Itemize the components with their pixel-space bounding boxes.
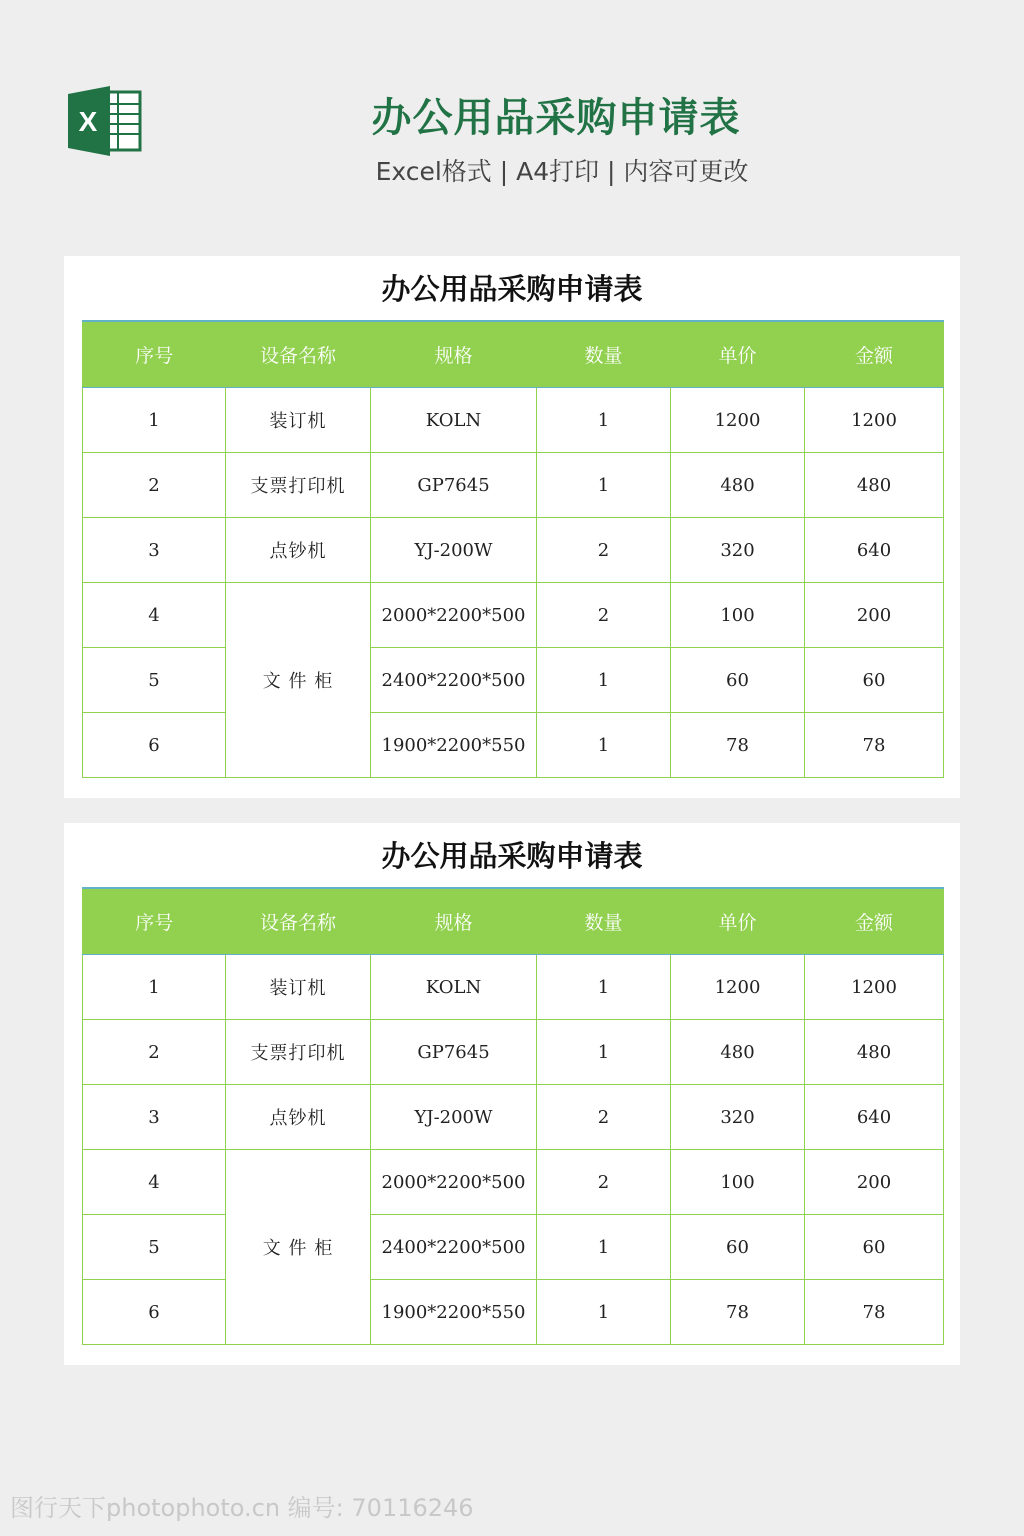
- cell-index: 3: [83, 518, 226, 583]
- col-header-qty: 数量: [537, 888, 671, 955]
- cell-price: 480: [671, 1020, 805, 1085]
- cell-qty: 1: [537, 648, 671, 713]
- cell-spec: YJ-200W: [371, 1085, 537, 1150]
- table-header-row: [83, 321, 944, 388]
- cell-amount: 1200: [805, 388, 944, 453]
- cell-amount: 200: [805, 583, 944, 648]
- cell-spec: 2400*2200*500: [371, 1215, 537, 1280]
- cell-index: 1: [83, 955, 226, 1020]
- cell-price: 320: [671, 518, 805, 583]
- cell-amount: 60: [805, 1215, 944, 1280]
- cell-price: 60: [671, 1215, 805, 1280]
- table-row: [83, 453, 944, 518]
- cell-index: 6: [83, 1280, 226, 1345]
- cell-amount: 200: [805, 1150, 944, 1215]
- cell-index: 2: [83, 453, 226, 518]
- cell-amount: 60: [805, 648, 944, 713]
- table-row: [83, 1150, 944, 1215]
- table-row: [83, 388, 944, 453]
- cell-spec: GP7645: [371, 1020, 537, 1085]
- cell-price: 60: [671, 648, 805, 713]
- table-row: [83, 713, 944, 778]
- cell-name: 装订机: [226, 388, 371, 453]
- cell-name: 装订机: [226, 955, 371, 1020]
- col-header-index: 序号: [83, 321, 226, 388]
- cell-name-merged: 文 件 柜: [226, 583, 371, 778]
- cell-amount: 640: [805, 1085, 944, 1150]
- purchase-form-card-2: [64, 823, 960, 1365]
- cell-spec: 2400*2200*500: [371, 648, 537, 713]
- cell-price: 78: [671, 1280, 805, 1345]
- cell-price: 480: [671, 453, 805, 518]
- cell-spec: KOLN: [371, 388, 537, 453]
- purchase-table: [82, 320, 944, 778]
- cell-amount: 78: [805, 1280, 944, 1345]
- cell-qty: 1: [537, 388, 671, 453]
- col-header-spec: 规格: [371, 888, 537, 955]
- cell-spec: 1900*2200*550: [371, 713, 537, 778]
- cell-amount: 1200: [805, 955, 944, 1020]
- cell-spec: 2000*2200*500: [371, 583, 537, 648]
- cell-spec: GP7645: [371, 453, 537, 518]
- col-header-amount: 金额: [805, 321, 944, 388]
- table-header-row: [83, 888, 944, 955]
- cell-name: 点钞机: [226, 518, 371, 583]
- cell-amount: 640: [805, 518, 944, 583]
- watermark-text: 图行天下photophoto.cn 编号: 70116246: [10, 1494, 474, 1522]
- cell-amount: 480: [805, 453, 944, 518]
- cell-qty: 1: [537, 1020, 671, 1085]
- cell-index: 4: [83, 1150, 226, 1215]
- table-row: [83, 518, 944, 583]
- page-title: 办公用品采购申请表: [371, 95, 741, 141]
- cell-price: 320: [671, 1085, 805, 1150]
- table-row: [83, 583, 944, 648]
- cell-price: 78: [671, 713, 805, 778]
- cell-spec: YJ-200W: [371, 518, 537, 583]
- cell-qty: 1: [537, 955, 671, 1020]
- cell-qty: 1: [537, 1280, 671, 1345]
- cell-name: 支票打印机: [226, 453, 371, 518]
- table-row: [83, 1085, 944, 1150]
- col-header-name: 设备名称: [226, 888, 371, 955]
- col-header-amount: 金额: [805, 888, 944, 955]
- form-title: 办公用品采购申请表: [381, 272, 643, 306]
- cell-name: 支票打印机: [226, 1020, 371, 1085]
- col-header-name: 设备名称: [226, 321, 371, 388]
- purchase-table: [82, 887, 944, 1345]
- purchase-form-card-1: [64, 256, 960, 798]
- cell-name-merged: 文 件 柜: [226, 1150, 371, 1345]
- cell-qty: 2: [537, 1150, 671, 1215]
- cell-price: 1200: [671, 388, 805, 453]
- cell-price: 1200: [671, 955, 805, 1020]
- table-row: [83, 648, 944, 713]
- form-title: 办公用品采购申请表: [381, 839, 643, 873]
- cell-index: 5: [83, 1215, 226, 1280]
- cell-index: 6: [83, 713, 226, 778]
- cell-spec: 2000*2200*500: [371, 1150, 537, 1215]
- page-subtitle: Excel格式 | A4打印 | 内容可更改: [375, 157, 749, 186]
- cell-index: 3: [83, 1085, 226, 1150]
- cell-spec: KOLN: [371, 955, 537, 1020]
- cell-qty: 1: [537, 1215, 671, 1280]
- col-header-spec: 规格: [371, 321, 537, 388]
- table-row: [83, 1280, 944, 1345]
- cell-index: 2: [83, 1020, 226, 1085]
- cell-index: 4: [83, 583, 226, 648]
- cell-price: 100: [671, 1150, 805, 1215]
- cell-qty: 2: [537, 1085, 671, 1150]
- cell-qty: 2: [537, 518, 671, 583]
- cell-qty: 1: [537, 713, 671, 778]
- table-row: [83, 955, 944, 1020]
- cell-index: 5: [83, 648, 226, 713]
- cell-index: 1: [83, 388, 226, 453]
- col-header-qty: 数量: [537, 321, 671, 388]
- col-header-index: 序号: [83, 888, 226, 955]
- cell-qty: 1: [537, 453, 671, 518]
- cell-price: 100: [671, 583, 805, 648]
- table-row: [83, 1020, 944, 1085]
- table-row: [83, 1215, 944, 1280]
- cell-qty: 2: [537, 583, 671, 648]
- excel-logo-letter: X: [78, 106, 98, 137]
- col-header-price: 单价: [671, 321, 805, 388]
- col-header-price: 单价: [671, 888, 805, 955]
- cell-name: 点钞机: [226, 1085, 371, 1150]
- cell-amount: 78: [805, 713, 944, 778]
- cell-amount: 480: [805, 1020, 944, 1085]
- cell-spec: 1900*2200*550: [371, 1280, 537, 1345]
